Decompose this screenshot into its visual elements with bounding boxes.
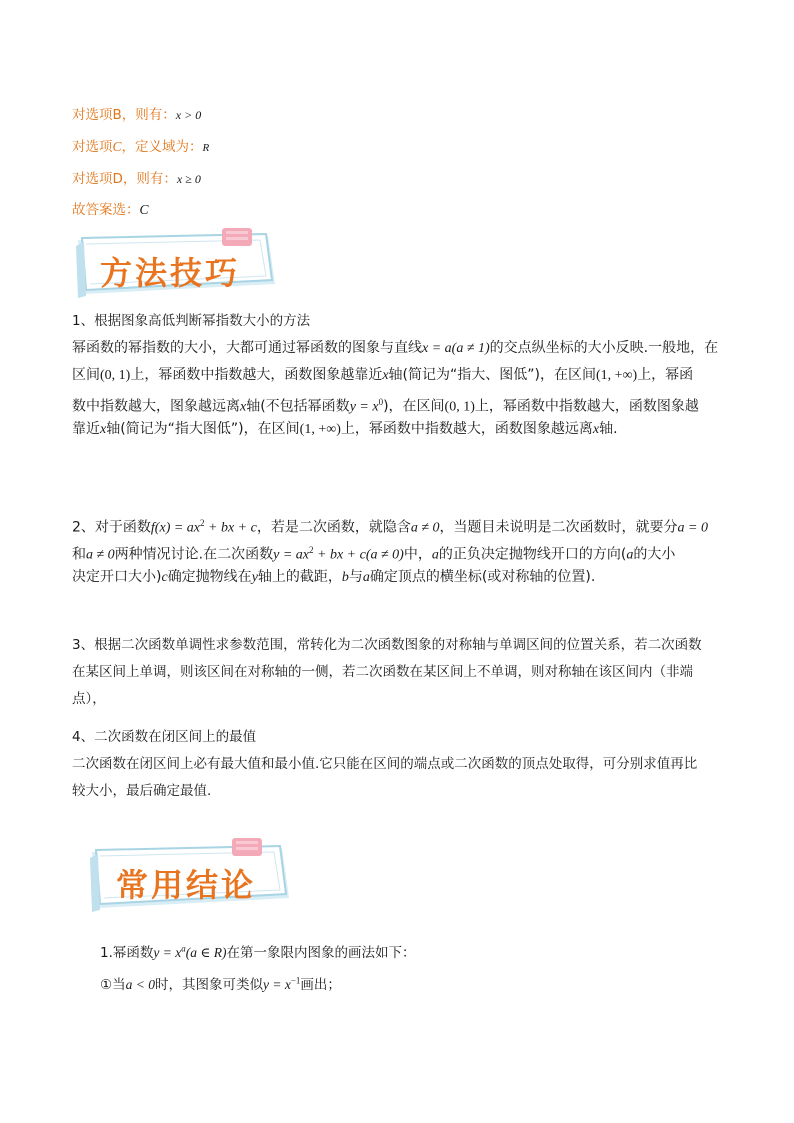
method-1-line-1: 幂函数的幂指数的大小，大都可通过幂函数的图象与直线x = a(a ≠ 1)的交点纵坐标的大小反映.一般地，在: [72, 340, 719, 356]
method-2-line-2: 和a ≠ 0两种情况讨论.在二次函数$y = ax^2$ + bx + c(a ≠ 0)中，a的正负决定抛物线开口的方向(a的大小: [72, 545, 676, 563]
method-item-1: [72, 308, 732, 443]
answer-option-d: [72, 167, 201, 187]
answer-option-b: [72, 103, 201, 123]
section-title-methods: 方法技巧: [100, 254, 241, 292]
section-banner-methods: [70, 226, 285, 302]
answer-c-text: 对选项: [72, 139, 113, 155]
method-4-line-1: 二次函数在闭区间上必有最大值和最小值.它只能在区间的端点或二次函数的顶点处取得，可分别求值再比: [72, 756, 698, 772]
final-answer-math: C: [139, 202, 149, 217]
section-banner-conclusions: [84, 836, 299, 918]
method-3-line-3: 点），: [72, 691, 106, 707]
answer-b-math: x > 0: [175, 108, 202, 122]
final-answer: [72, 198, 149, 218]
method-4-line-2: 较大小，最后确定最值.: [72, 783, 212, 799]
method-2-line-1: 2、对于函数$f(x) = ax^2$ + bx + c，若是二次函数，就隐含a ≠ 0，当题目未说明是二次函数时，就要分a = 0: [72, 518, 708, 536]
paper-clip-icon: [232, 838, 262, 856]
conclusion-line-2: ①当a < 0时，其图象可类似$y = x^{-1}$画出；: [100, 975, 341, 993]
method-2-line-3: 决定开口大小)c确定抛物线在y轴上的截距，b与a确定顶点的横坐标(或对称轴的位置).: [72, 569, 596, 585]
answer-option-c: [72, 135, 209, 155]
answer-d-text: 对选项D，则有：: [72, 171, 177, 187]
answer-c-text2: ，定义域为：: [121, 139, 203, 155]
method-3-line-1: 3、根据二次函数单调性求参数范围，常转化为二次函数图象的对称轴与单调区间的位置关系，若二次函数: [72, 637, 702, 653]
answer-b-text: 对选项B，则有：: [72, 107, 176, 123]
method-item-3: [72, 632, 732, 713]
method-1-heading: 1、根据图象高低判断幂指数大小的方法: [72, 313, 311, 329]
method-item-2: [72, 510, 732, 591]
answer-d-math: x ≥ 0: [176, 172, 201, 186]
method-item-4: [72, 724, 732, 805]
section-title-conclusions: 常用结论: [116, 866, 257, 904]
final-answer-text: 故答案选：: [72, 202, 140, 218]
conclusion-line-1: 1.幂函数$y = x^a(a$ ∈ R)在第一象限内图象的画法如下：: [100, 943, 416, 961]
method-4-heading: 4、二次函数在闭区间上的最值: [72, 729, 257, 745]
method-1-line-2: 区间(0, 1)上，幂函数中指数越大，函数图象越靠近x轴(简记为“指大、图低”)，在区间(1, +∞)上，幂函: [72, 367, 694, 383]
paper-clip-icon: [222, 226, 252, 246]
method-1-line-3: 数中指数越大，图象越远离x轴(不包括幂函数$y = x^0$)，在区间(0, 1)上，幂函数中指数越大，函数图象越: [72, 397, 699, 415]
method-3-line-2: 在某区间上单调，则该区间在对称轴的一侧，若二次函数在某区间上不单调，则对称轴在该区间内（非端: [72, 664, 693, 680]
answer-c-math: R: [202, 142, 210, 154]
method-1-line-4: 靠近x轴(简记为“指大图低”)，在区间(1, +∞)上，幂函数中指数越大，函数图象越远离x轴.: [72, 421, 618, 437]
answer-c-letter: C: [112, 139, 122, 154]
